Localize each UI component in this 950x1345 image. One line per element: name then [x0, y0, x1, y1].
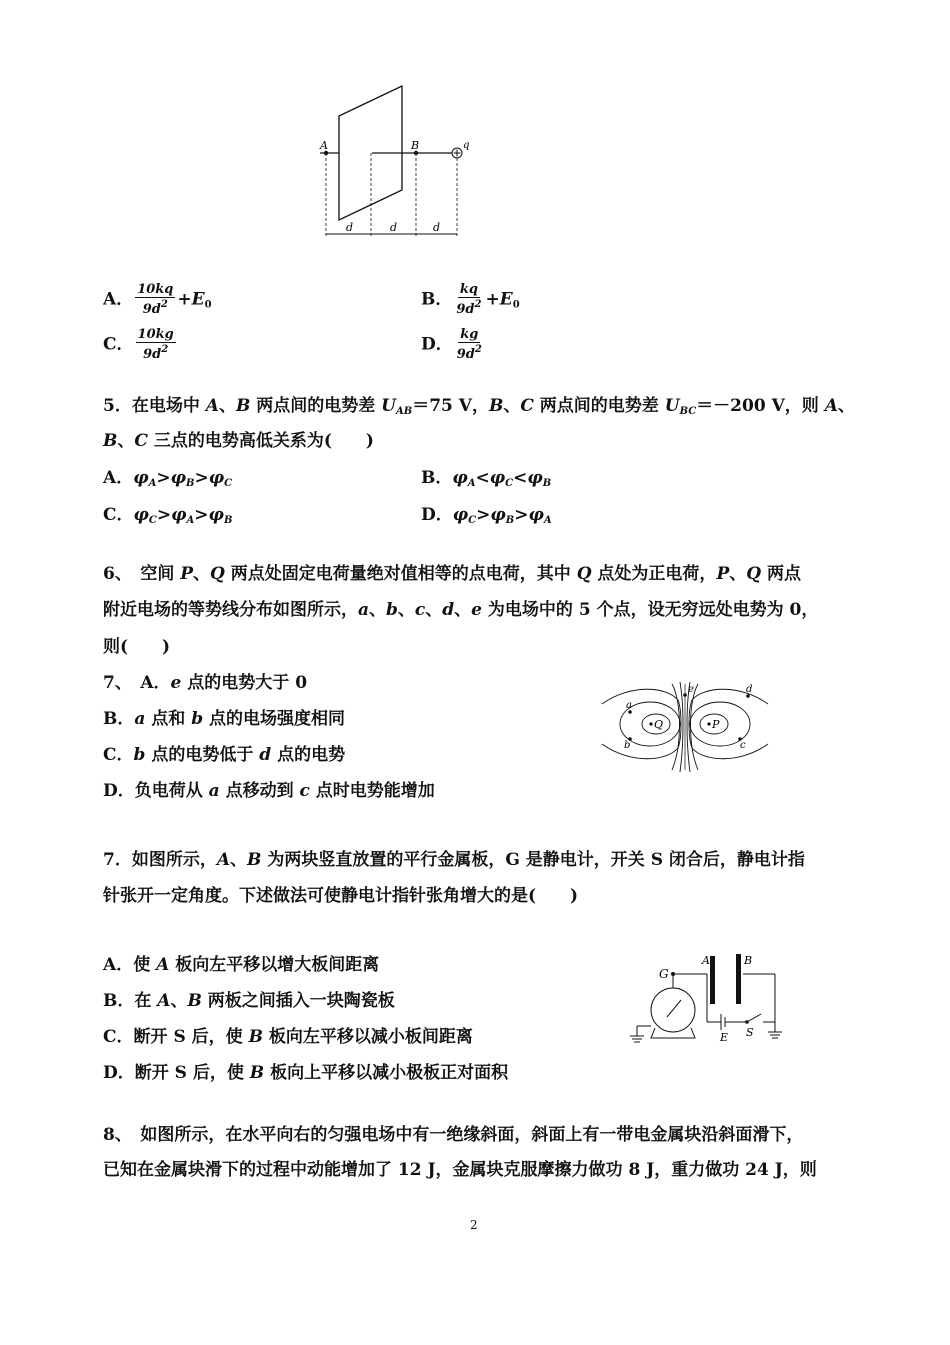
q6-option-b: B．a 点和 b 点的电场强度相同 — [103, 709, 346, 729]
q7-line-2: 针张开一定角度。下述做法可使静电计指针张角增大的是( ) — [103, 886, 579, 906]
q6-line-2: 附近电场的等势线分布如图所示，a、b、c、d、e 为电场中的 5 个点，设无穷远处电势为 0， — [103, 600, 819, 620]
fig-label-plate-b: B — [744, 954, 753, 967]
q7-option-c: C．断开 S 后，使 B 板向左平移以减小板间距离 — [103, 1027, 473, 1047]
label-b: B — [411, 139, 420, 152]
label-d3: d — [433, 221, 441, 234]
q5-option-b: B．$\varphi_A<\varphi_C<\varphi_B$ — [421, 468, 552, 489]
label-d2: d — [390, 221, 398, 234]
q4-option-b: B． $\frac{kq}{9d^2}$ $+E_0$ — [421, 282, 520, 317]
equipotential-figure — [600, 682, 770, 772]
q7-option-d: D．断开 S 后，使 B 板向上平移以减小极板正对面积 — [103, 1063, 509, 1083]
fig-label-s: S — [746, 1026, 754, 1039]
label-q: q — [463, 140, 470, 151]
q4-option-d: D． $\frac{kg}{9d^2}$ — [421, 327, 482, 362]
fig-label-d: d — [746, 684, 753, 695]
q8-line-2: 已知在金属块滑下的过程中动能增加了 12 J，金属块克服摩擦力做功 8 J，重力做功 24 J，则 — [103, 1160, 817, 1180]
electrometer-circuit-figure — [625, 950, 795, 1050]
q5-option-d: D．$\varphi_C>\varphi_B>\varphi_A$ — [421, 505, 552, 526]
q8-line-1: 8、 如图所示，在水平向右的匀强电场中有一绝缘斜面，斜面上有一带电金属块沿斜面滑下， — [103, 1125, 804, 1145]
fig-label-plate-a: A — [702, 954, 710, 967]
fig-label-e: e — [688, 684, 694, 695]
fig-label-q: Q — [654, 718, 664, 731]
q4-option-c: C． $\frac{10kg}{9d^2}$ — [103, 327, 174, 362]
q5-line-1: 5．在电场中 A、B 两点间的电势差 $U_{AB}=75$ V，B、C 两点间的电势差 $U_{BC}=-200$ V，则 A、 — [103, 396, 855, 417]
q5-line-2: B、C 三点的电势高低关系为( ) — [103, 431, 374, 451]
q6-option-d: D．负电荷从 a 点移动到 c 点时电势能增加 — [103, 781, 435, 801]
q5-option-a: A．$\varphi_A>\varphi_B>\varphi_C$ — [103, 468, 233, 489]
q7-line-1: 7．如图所示，A、B 为两块竖直放置的平行金属板，G 是静电计，开关 S 闭合后，静电计指 — [103, 850, 805, 870]
fig-label-c: c — [740, 740, 746, 751]
label-a: A — [320, 139, 328, 152]
fig-label-b: b — [624, 740, 631, 751]
q6-option-a: 7、 A．e 点的电势大于 0 — [103, 673, 308, 693]
q7-option-b: B．在 A、B 两板之间插入一块陶瓷板 — [103, 991, 395, 1011]
q6-line-1: 6、 空间 P、Q 两点处固定电荷量绝对值相等的点电荷，其中 Q 点处为正电荷，P、Q 两点 — [103, 564, 801, 584]
q6-line-3: 则( ) — [103, 637, 171, 657]
page-number: 2 — [470, 1218, 478, 1232]
q6-option-c: C．b 点的电势低于 d 点的电势 — [103, 745, 346, 765]
fig-label-a: a — [626, 700, 632, 711]
label-d1: d — [346, 221, 354, 234]
fig-label-g: G — [659, 967, 669, 981]
fig-label-p: P — [712, 718, 720, 731]
plate-figure — [310, 80, 470, 240]
q7-option-a: A．使 A 板向左平移以增大板间距离 — [103, 955, 380, 975]
q4-option-a: A． $\frac{10kq}{9d^2}$ $+E_0$ — [103, 282, 212, 317]
q5-option-c: C．$\varphi_C>\varphi_A>\varphi_B$ — [103, 505, 233, 526]
fig-label-e: E — [720, 1031, 729, 1044]
